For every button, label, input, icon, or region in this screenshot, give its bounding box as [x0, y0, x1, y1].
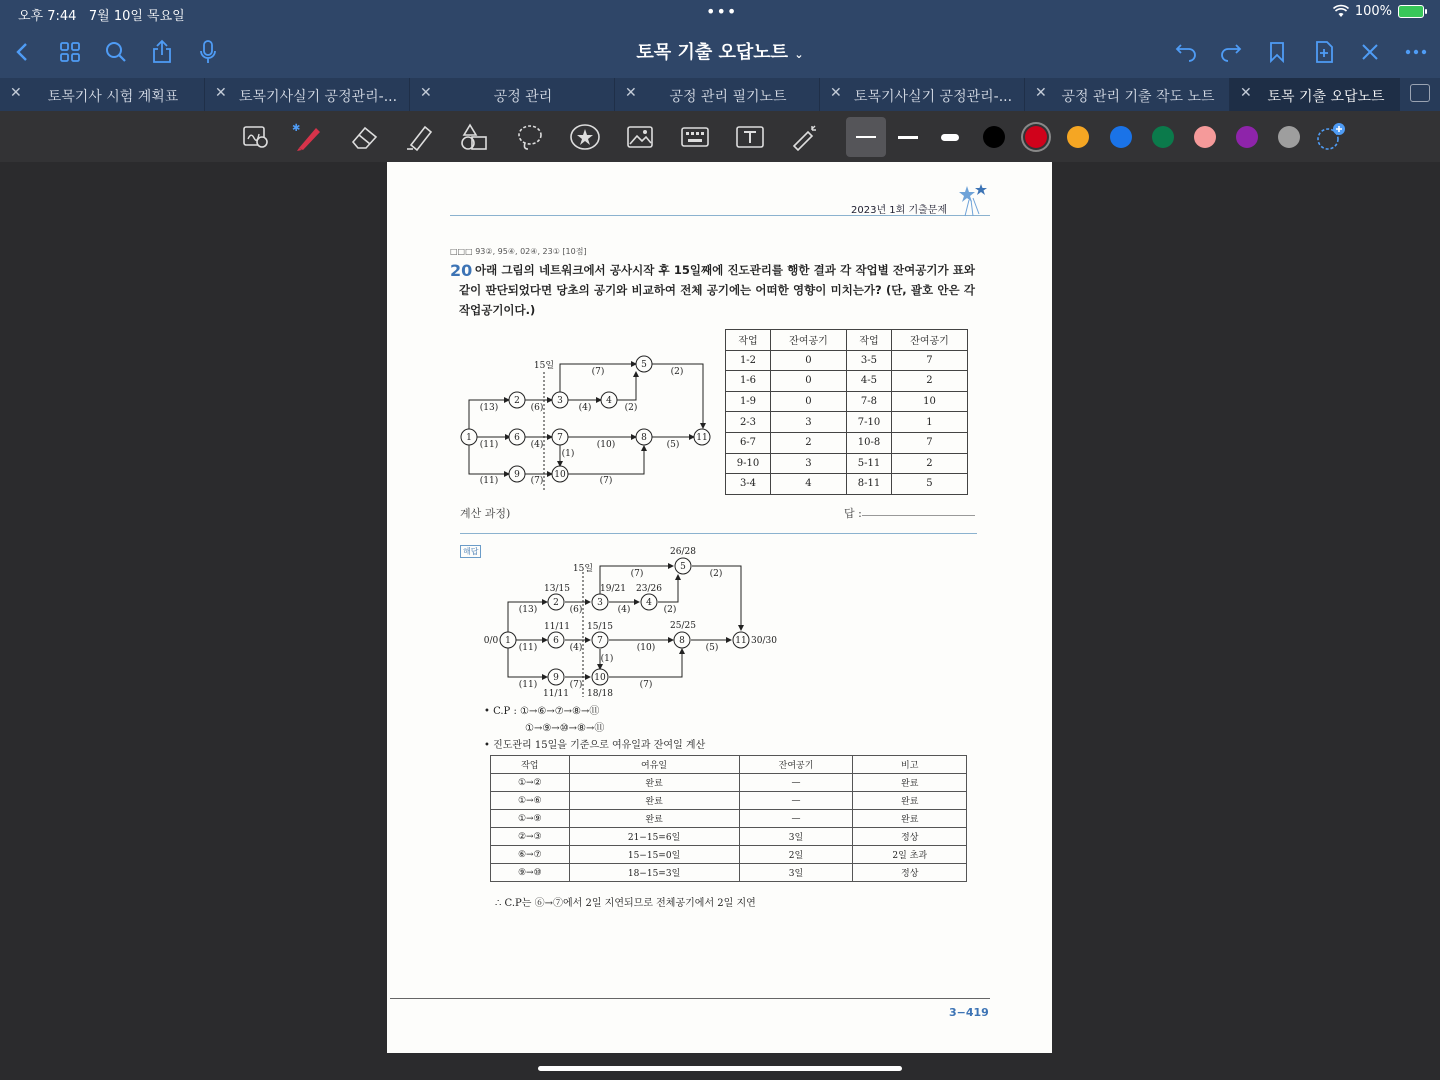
color-swatch-red-selected[interactable]	[1025, 126, 1047, 148]
text-box-icon[interactable]	[734, 121, 766, 153]
node-5: 5	[680, 562, 686, 572]
close-icon[interactable]: ✕	[830, 85, 842, 101]
node-4: 4	[606, 396, 612, 406]
table-cell: 8-11	[846, 474, 891, 495]
image-icon[interactable]	[624, 121, 656, 153]
node-6: 6	[514, 433, 520, 443]
progress-label: • 진도관리 15일을 기준으로 여유일과 잔여일 계산	[484, 740, 706, 751]
microphone-icon[interactable]	[192, 36, 224, 68]
status-bar	[0, 0, 1440, 26]
duration-7-10: (1)	[561, 449, 575, 459]
node-8: 8	[641, 433, 647, 443]
duration-1-9: (11)	[479, 476, 499, 486]
table-cell: 15−15=0일	[569, 846, 739, 864]
chevron-down-icon[interactable]: ⌄	[794, 48, 804, 61]
table-cell: 4	[770, 474, 846, 495]
duration-4-5: (2)	[663, 605, 677, 615]
question-meta: □□□ 93②, 95④, 02④, 23① [10점]	[450, 247, 587, 256]
table-header: 작업	[726, 330, 771, 351]
node-10: 10	[554, 470, 566, 480]
table-cell: 1	[891, 412, 967, 433]
table-cell: 2	[891, 371, 967, 392]
tab-label: 공정 관리	[493, 89, 553, 105]
close-icon[interactable]: ✕	[10, 85, 22, 101]
table-cell: 1-2	[726, 350, 771, 371]
wifi-icon	[1333, 6, 1349, 18]
add-color-icon[interactable]	[1314, 121, 1346, 153]
table-cell: 0	[770, 371, 846, 392]
table-row	[726, 412, 968, 433]
table-cell: 6-7	[726, 432, 771, 453]
sidebar-toggle-icon[interactable]	[1410, 84, 1430, 102]
table-header: 여유일	[569, 756, 739, 774]
color-swatch-orange[interactable]	[1067, 126, 1089, 148]
node-5: 5	[641, 360, 647, 370]
node-1: 1	[505, 636, 511, 646]
table-header: 잔여공기	[891, 330, 967, 351]
duration-8-11: (5)	[705, 643, 719, 653]
duration-7-8: (10)	[596, 440, 616, 450]
tab-process-mgmt-2[interactable]	[820, 78, 1025, 111]
tab-label: 공정 관리 기출 작도 노트	[1061, 89, 1215, 105]
duration-4-5: (2)	[624, 403, 638, 413]
table-cell: 3-5	[846, 350, 891, 371]
duration-6-7: (4)	[530, 440, 544, 450]
table-cell: 완료	[853, 810, 967, 828]
tab-exam-plan[interactable]	[0, 78, 205, 111]
table-header: 작업	[846, 330, 891, 351]
home-indicator[interactable]	[538, 1066, 902, 1071]
redo-icon[interactable]	[1215, 36, 1247, 68]
table-row	[491, 810, 967, 828]
table-cell: 0	[770, 391, 846, 412]
keyboard-icon[interactable]	[679, 121, 711, 153]
stroke-thin-selected[interactable]	[846, 117, 886, 157]
network-diagram-solution	[483, 542, 783, 702]
table-cell: 2	[770, 432, 846, 453]
table-row	[726, 371, 968, 392]
network-diagram-question	[453, 352, 723, 492]
table-cell: 7	[891, 350, 967, 371]
nav-bar	[0, 26, 1440, 78]
tab-label: 토목기사실기 공정관리-...	[238, 89, 398, 105]
tab-label: 공정 관리 필기노트	[669, 89, 787, 105]
color-swatch-green[interactable]	[1152, 126, 1174, 148]
time-node-7: 15/15	[587, 622, 613, 632]
table-cell: 1-6	[726, 371, 771, 392]
drawing-toolbar	[0, 111, 1440, 162]
duration-3-5: (7)	[591, 367, 605, 377]
close-icon[interactable]: ✕	[420, 85, 432, 101]
time-node-4: 23/26	[636, 584, 662, 594]
duration-10-8: (7)	[599, 476, 613, 486]
more-icon[interactable]	[1400, 36, 1432, 68]
table-cell: 3일	[739, 864, 853, 882]
duration-10-8: (7)	[639, 680, 653, 690]
stroke-thick[interactable]	[934, 121, 966, 153]
table-cell: 3	[770, 453, 846, 474]
color-swatch-purple[interactable]	[1236, 126, 1258, 148]
duration-2-3: (6)	[530, 403, 544, 413]
table-header: 작업	[491, 756, 570, 774]
table-cell: 완료	[569, 810, 739, 828]
table-cell: 3	[770, 412, 846, 433]
time-node-10: 18/18	[587, 689, 613, 699]
node-7: 7	[557, 433, 563, 443]
table-header: 잔여공기	[770, 330, 846, 351]
time-node-8: 25/25	[670, 621, 696, 631]
table-cell: ①→⑨	[491, 810, 570, 828]
stroke-medium[interactable]	[892, 121, 924, 153]
node-8: 8	[679, 636, 685, 646]
table-cell: 1-9	[726, 391, 771, 412]
duration-9-10: (7)	[569, 680, 583, 690]
document-title-text[interactable]: 토목 기출 오답노트	[636, 42, 789, 63]
duration-1-2: (13)	[479, 403, 499, 413]
status-time: 오후 7:44	[18, 9, 77, 24]
node-11: 11	[696, 433, 708, 443]
question-number: 20	[450, 261, 473, 280]
highlighter-icon[interactable]	[404, 121, 436, 153]
eraser-icon[interactable]	[349, 121, 381, 153]
node-3: 3	[557, 396, 563, 406]
back-icon[interactable]	[6, 36, 38, 68]
sticker-icon[interactable]	[569, 121, 601, 153]
close-edit-icon[interactable]	[1354, 36, 1386, 68]
table-cell: 2	[891, 453, 967, 474]
search-icon[interactable]	[100, 36, 132, 68]
node-9: 9	[514, 470, 520, 480]
table-cell: 완료	[853, 792, 967, 810]
table-row	[726, 350, 968, 371]
share-icon[interactable]	[146, 36, 178, 68]
stars-decoration-icon	[953, 182, 993, 218]
table-cell: 9-10	[726, 453, 771, 474]
tab-process-mgmt[interactable]	[410, 78, 615, 111]
add-page-icon[interactable]	[1308, 36, 1340, 68]
table-row	[726, 391, 968, 412]
close-icon[interactable]: ✕	[215, 85, 227, 101]
table-cell: 완료	[569, 792, 739, 810]
table-cell: —	[739, 810, 853, 828]
table-cell: 7	[891, 432, 967, 453]
tab-label: 토목 기출 오답노트	[1267, 89, 1385, 105]
table-cell: ⑨→⑩	[491, 864, 570, 882]
table-row	[726, 453, 968, 474]
table-cell: 5	[891, 474, 967, 495]
table-cell: 3일	[739, 828, 853, 846]
table-row	[491, 828, 967, 846]
table-header: 잔여공기	[739, 756, 853, 774]
time-node-5: 26/28	[670, 547, 696, 557]
bookmark-icon[interactable]	[1261, 36, 1293, 68]
battery-percent: 100%	[1354, 4, 1392, 19]
battery-icon	[1398, 5, 1424, 18]
table-cell: 완료	[853, 774, 967, 792]
tab-wrong-answer-notes[interactable]	[1230, 78, 1400, 111]
grid-view-icon[interactable]	[54, 36, 86, 68]
duration-1-9: (11)	[518, 680, 538, 690]
node-11: 11	[735, 636, 747, 646]
remaining-work-table	[725, 329, 968, 495]
time-node-3: 19/21	[600, 584, 626, 594]
table-cell: 10-8	[846, 432, 891, 453]
table-row	[491, 792, 967, 810]
table-header: 비고	[853, 756, 967, 774]
table-cell: 완료	[569, 774, 739, 792]
table-cell: 5-11	[846, 453, 891, 474]
solution-tag: 해답	[460, 545, 481, 558]
table-cell: 7-10	[846, 412, 891, 433]
table-cell: 4-5	[846, 371, 891, 392]
close-icon[interactable]: ✕	[1035, 85, 1047, 101]
table-row	[726, 474, 968, 495]
node-6: 6	[553, 636, 559, 646]
tab-written-notes[interactable]	[615, 78, 820, 111]
time-node-1: 0/0	[483, 636, 499, 646]
duration-3-5: (7)	[630, 569, 644, 579]
table-cell: 정상	[853, 864, 967, 882]
answer-label: 답 :	[844, 507, 862, 520]
time-node-11: 30/30	[751, 636, 777, 646]
table-cell: ①→⑥	[491, 792, 570, 810]
table-cell: —	[739, 774, 853, 792]
duration-3-4: (4)	[617, 605, 631, 615]
multitask-dots-icon[interactable]: •••	[706, 2, 738, 21]
time-node-9: 11/11	[543, 689, 569, 699]
page-header: 2023년 1회 기출문제	[851, 205, 948, 216]
progress-table	[490, 755, 967, 882]
duration-3-4: (4)	[578, 403, 592, 413]
table-header-row	[491, 756, 967, 774]
status-time-date	[18, 5, 185, 24]
node-2: 2	[514, 396, 520, 406]
day-label: 15일	[533, 361, 555, 371]
critical-path: • C.P : ①→⑥→⑦→⑧→⑪	[484, 706, 600, 717]
duration-1-6: (11)	[479, 440, 499, 450]
node-9: 9	[553, 673, 559, 683]
table-cell: ⑥→⑦	[491, 846, 570, 864]
table-cell: 2일	[739, 846, 853, 864]
time-node-2: 13/15	[544, 584, 570, 594]
tab-label: 토목기사 시험 계획표	[47, 89, 179, 105]
duration-5-11: (2)	[670, 367, 684, 377]
duration-1-2: (13)	[518, 605, 538, 615]
tab-drawing-notes[interactable]	[1025, 78, 1230, 111]
node-10: 10	[594, 673, 606, 683]
table-cell: ①→②	[491, 774, 570, 792]
tab-bar	[0, 78, 1440, 111]
table-row	[726, 432, 968, 453]
undo-icon[interactable]	[1170, 36, 1202, 68]
duration-1-6: (11)	[518, 643, 538, 653]
table-cell: 2-3	[726, 412, 771, 433]
table-row	[491, 774, 967, 792]
page-number: 3−419	[949, 1006, 989, 1019]
table-cell: 18−15=3일	[569, 864, 739, 882]
duration-6-7: (4)	[569, 643, 583, 653]
table-row	[491, 864, 967, 882]
duration-8-11: (5)	[666, 440, 680, 450]
duration-7-8: (10)	[636, 643, 656, 653]
close-icon[interactable]: ✕	[1240, 85, 1252, 101]
node-2: 2	[553, 598, 559, 608]
time-node-6: 11/11	[544, 622, 570, 632]
laser-pointer-icon[interactable]	[789, 121, 821, 153]
section-divider	[460, 533, 977, 534]
zoom-write-icon[interactable]	[240, 121, 272, 153]
node-7: 7	[597, 636, 603, 646]
duration-7-10: (1)	[600, 654, 614, 664]
table-cell: 0	[770, 350, 846, 371]
tab-label: 토목기사실기 공정관리-...	[853, 89, 1013, 105]
answer-line	[862, 515, 975, 516]
table-cell: 2일 초과	[853, 846, 967, 864]
status-right	[1333, 4, 1424, 19]
close-icon[interactable]: ✕	[625, 85, 637, 101]
shape-tool-icon[interactable]	[459, 121, 491, 153]
tab-process-mgmt-1[interactable]	[205, 78, 410, 111]
node-3: 3	[597, 598, 603, 608]
table-cell: ②→③	[491, 828, 570, 846]
duration-5-11: (2)	[709, 569, 723, 579]
table-cell: 10	[891, 391, 967, 412]
table-row	[491, 846, 967, 864]
node-1: 1	[466, 433, 472, 443]
table-cell: 21−15=6일	[569, 828, 739, 846]
calc-label: 계산 과정)	[460, 507, 511, 520]
table-cell: 정상	[853, 828, 967, 846]
question-text: 아래 그림의 네트워크에서 공사시작 후 15일째에 진도관리를 행한 결과 각 작업별 잔여공기가 표와 같이 판단되었다면 당초의 공기와 비교하여 전체 공기에는 어떠한 영향이 미치는가? (단, 괄호 안은 각 작업공기이다.)	[459, 263, 975, 317]
table-cell: 7-8	[846, 391, 891, 412]
duration-2-3: (6)	[569, 605, 583, 615]
duration-9-10: (7)	[530, 476, 544, 486]
color-swatch-gray[interactable]	[1278, 126, 1300, 148]
color-swatch-black[interactable]	[983, 126, 1005, 148]
conclusion: ∴ C.P는 ⑥→⑦에서 2일 지연되므로 전체공기에서 2일 지연	[495, 898, 756, 909]
lasso-icon[interactable]	[514, 121, 546, 153]
pen-tool-icon[interactable]	[293, 121, 325, 153]
node-4: 4	[646, 598, 652, 608]
table-cell: 3-4	[726, 474, 771, 495]
svg-text:✱: ✱	[292, 123, 301, 134]
color-swatch-pink[interactable]	[1194, 126, 1216, 148]
note-page[interactable]	[387, 162, 1052, 1053]
footer-rule	[390, 998, 990, 999]
table-header-row	[726, 330, 968, 351]
day-label: 15일	[572, 564, 594, 574]
status-date: 7월 10일 목요일	[88, 9, 185, 24]
color-swatch-blue[interactable]	[1110, 126, 1132, 148]
critical-path-alt: ①→⑨→⑩→⑧→⑪	[525, 723, 605, 734]
table-cell: —	[739, 792, 853, 810]
